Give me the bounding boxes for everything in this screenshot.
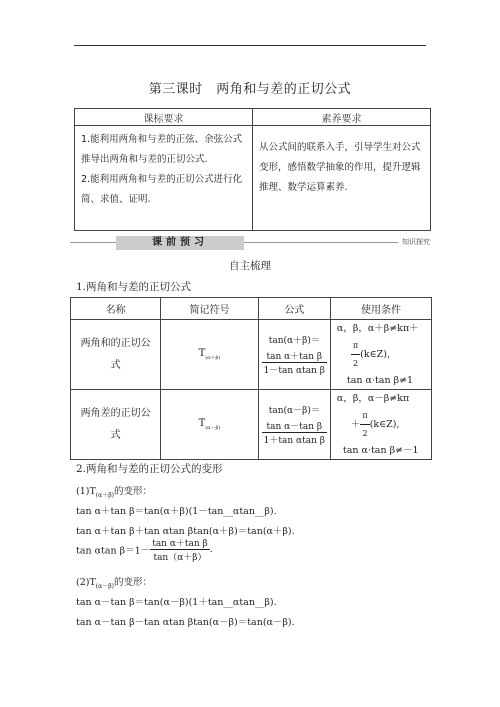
row-formula [258, 320, 330, 390]
preview-banner [70, 236, 430, 250]
requirements-table [74, 108, 431, 231]
formula-lhs: tan(α＋β)＝ [268, 336, 320, 346]
page-title: 第三课时 两角和与差的正切公式 [148, 82, 352, 97]
row-name [71, 390, 161, 460]
frac-num: tan α－tan β [262, 419, 327, 433]
section1-heading: 1.两角和与差的正切公式 [76, 281, 192, 293]
variant-lhs: tan αtan β＝1－ [76, 545, 151, 557]
frac-num: π [351, 337, 360, 355]
banner-side-label: 知识探究 [398, 237, 430, 247]
variant-plus-line1: tan α＋tan β＝tan(α＋β)(1－tan__αtan__β). [76, 506, 277, 517]
variant-title-text: 的变形： [114, 577, 153, 588]
cond-line: α，β，α－β≠kπ [336, 393, 410, 404]
variant-end: . [209, 544, 213, 555]
req-line: 推理、数学运算素养. [259, 182, 348, 193]
table-row [71, 320, 432, 390]
variant-minus-line1: tan α－tan β＝tan(α－β)(1＋tan__αtan__β). [76, 597, 277, 608]
variant-plus-line3 [76, 536, 213, 563]
name-line: 两角差的正切公 [80, 407, 151, 419]
variant-title-text: 的变形： [114, 486, 153, 497]
symbol: T [198, 348, 206, 359]
banner-label: 课前预习 [116, 236, 244, 250]
formula-table [70, 297, 432, 460]
cond-fraction [351, 337, 360, 372]
col-header-name: 名称 [71, 298, 161, 320]
row-condition [330, 320, 431, 390]
frac-num: tan α＋tan β [262, 349, 327, 363]
symbol-sub: (α－β) [205, 425, 221, 431]
cond-tail: (k∈Z), [360, 349, 390, 360]
requirements-standard-cell [75, 126, 253, 231]
cond-tail: (k∈Z), [369, 419, 400, 430]
cond-line: α，β，α＋β≠kπ＋ [336, 323, 419, 334]
frac-den: 2 [362, 429, 368, 438]
frac-den: 2 [352, 359, 359, 368]
formula-fraction [262, 349, 327, 376]
requirements-literacy-cell [253, 126, 431, 231]
frac-den: 1＋tan αtan β [263, 436, 325, 446]
variant-minus-line2: tan α－tan β－tan αtan βtan(α－β)＝tan(α－β). [76, 617, 295, 628]
formula-lhs: tan(α－β)＝ [268, 406, 320, 416]
cond-line: tan α·tan β≠－1 [342, 445, 419, 456]
frac-den: tan（α＋β） [153, 553, 207, 563]
variant-title-sub: (α＋β) [95, 491, 114, 499]
subheading: 自主梳理 [229, 260, 271, 272]
row-formula [258, 390, 330, 460]
row-symbol [161, 320, 258, 390]
requirements-header-literacy: 素养要求 [253, 109, 431, 126]
variant-fraction [150, 536, 210, 563]
cond-head: ＋ [350, 419, 361, 430]
cond-fraction [360, 407, 369, 442]
req-line: 简、求值、证明. [81, 194, 151, 205]
name-line: 式 [110, 359, 121, 371]
symbol-sub: (α＋β) [205, 355, 221, 361]
frac-num: tan α＋tan β [150, 536, 210, 550]
col-header-symbol: 简记符号 [161, 298, 258, 320]
req-line: 1.能利用两角和与差的正弦、余弦公式 [81, 134, 243, 145]
formula-fraction [262, 419, 327, 446]
symbol: T [198, 418, 206, 429]
col-header-formula: 公式 [258, 298, 330, 320]
section2-heading: 2.两角和与差的正切公式的变形 [76, 463, 223, 475]
variant-title-sub: (α－β) [95, 582, 114, 590]
req-line: 2.能利用两角和与差的正切公式进行化 [81, 174, 243, 185]
variant-title-text: (2)T [76, 577, 96, 588]
req-line: 推导出两角和与差的正切公式. [81, 154, 208, 165]
name-line: 两角和的正切公 [80, 337, 151, 349]
top-rule [74, 45, 426, 46]
variant-minus-title [76, 574, 152, 590]
name-line: 式 [110, 429, 121, 441]
row-symbol [161, 390, 258, 460]
variant-title-text: (1)T [76, 486, 96, 497]
req-line: 从公式间的联系入手，引导学生对公式 [259, 142, 421, 153]
col-header-condition: 使用条件 [330, 298, 431, 320]
row-condition [330, 390, 431, 460]
cond-line: tan α·tan β≠1 [346, 375, 414, 386]
row-name [71, 320, 161, 390]
variant-plus-line2: tan α＋tan β＋tan αtan βtan(α＋β)＝tan(α＋β). [76, 526, 295, 537]
table-row [71, 390, 432, 460]
req-line: 变形，感悟数学抽象的作用，提升逻辑 [259, 162, 421, 173]
frac-num: π [360, 407, 369, 425]
requirements-header-standard: 课标要求 [75, 109, 253, 126]
variant-plus-title [76, 483, 152, 499]
frac-den: 1－tan αtan β [263, 366, 325, 376]
